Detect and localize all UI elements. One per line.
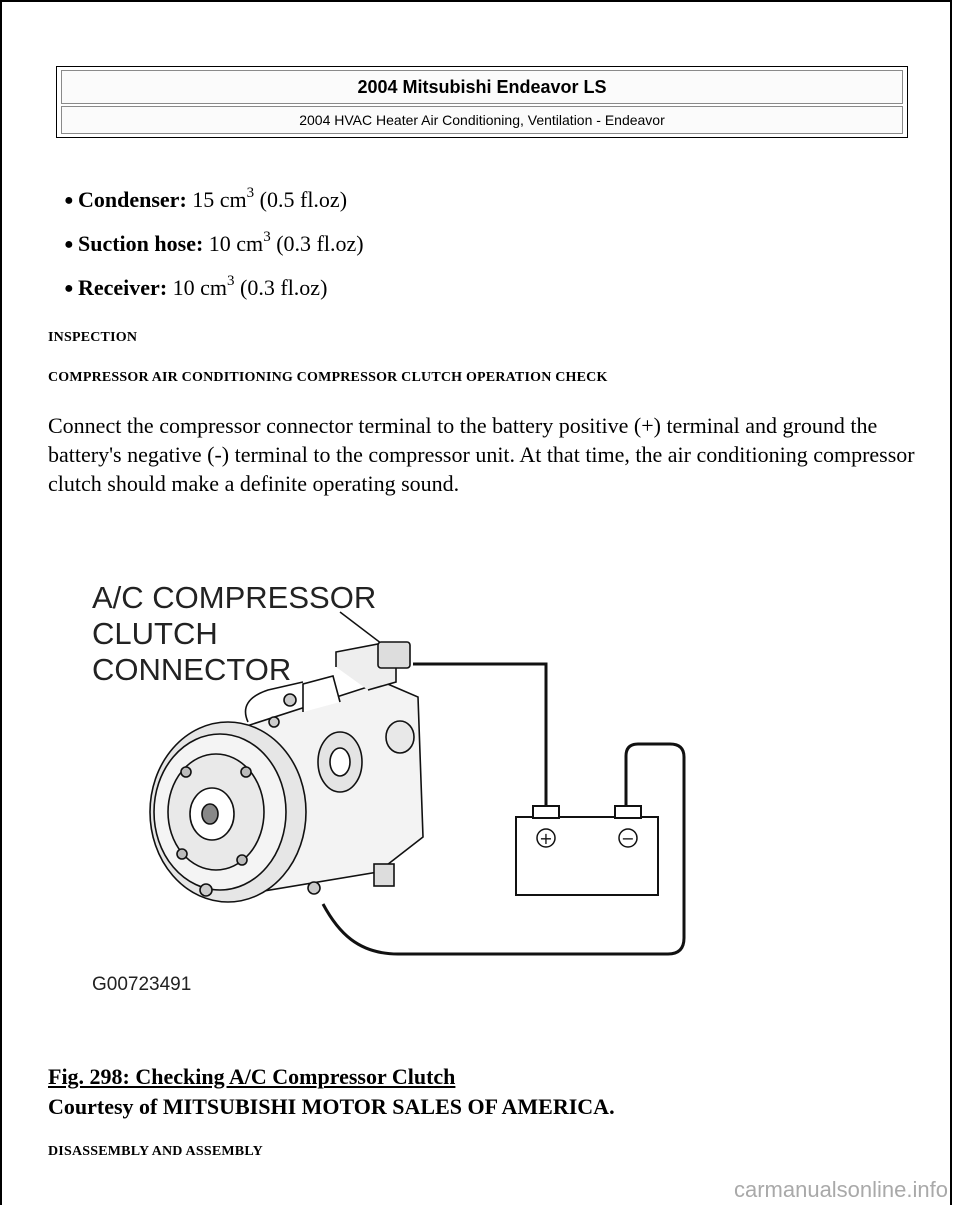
spec-exponent: 3 xyxy=(227,273,235,289)
bullet-icon: ● xyxy=(64,192,74,209)
diagram-label-line1: A/C COMPRESSOR xyxy=(92,580,377,615)
positive-wire xyxy=(413,664,546,810)
manual-subtitle: 2004 HVAC Heater Air Conditioning, Ventilation - Endeavor xyxy=(61,106,903,134)
document-header xyxy=(56,66,908,138)
bullet-icon: ● xyxy=(64,236,74,253)
disassembly-heading: DISASSEMBLY AND ASSEMBLY xyxy=(48,1144,263,1159)
oil-capacity-list xyxy=(64,178,364,310)
bullet-icon: ● xyxy=(64,280,74,297)
spec-label: Suction hose: xyxy=(78,231,204,256)
spec-value: 15 cm xyxy=(192,187,247,212)
inspection-heading: INSPECTION xyxy=(48,330,138,345)
spec-note: (0.5 fl.oz) xyxy=(254,187,348,212)
list-item xyxy=(64,266,364,310)
diagram-label-line3: CONNECTOR xyxy=(92,652,292,687)
spec-label: Condenser: xyxy=(78,187,187,212)
procedure-paragraph: Connect the compressor connector terminal to the battery positive (+) terminal and ground the battery's negative (-) terminal to the compressor unit. At that time, the air conditioning compressor clutch should make a definite operating sound. xyxy=(48,413,915,496)
spec-exponent: 3 xyxy=(263,229,271,245)
spec-note: (0.3 fl.oz) xyxy=(234,275,328,300)
compressor-clutch-diagram xyxy=(78,572,698,1002)
figure-caption-title: Fig. 298: Checking A/C Compressor Clutch xyxy=(48,1064,456,1089)
minus-terminal-symbol: − xyxy=(621,829,635,848)
figure-code: G00723491 xyxy=(92,974,192,995)
spec-value: 10 cm xyxy=(208,231,264,256)
clutch-check-heading: COMPRESSOR AIR CONDITIONING COMPRESSOR CLUTCH OPERATION CHECK xyxy=(48,370,608,385)
figure-courtesy: Courtesy of MITSUBISHI MOTOR SALES OF AMERICA. xyxy=(48,1094,615,1119)
list-item xyxy=(64,222,364,266)
list-item xyxy=(64,178,364,222)
spec-value: 10 cm xyxy=(172,275,228,300)
site-watermark: carmanualsonline.info xyxy=(733,1177,948,1202)
figure-caption xyxy=(48,1062,615,1122)
spec-note: (0.3 fl.oz) xyxy=(270,231,364,256)
diagram-label-line2: CLUTCH xyxy=(92,616,218,651)
spec-exponent: 3 xyxy=(246,185,255,201)
vehicle-title: 2004 Mitsubishi Endeavor LS xyxy=(61,70,903,104)
battery xyxy=(516,806,658,895)
plus-terminal-symbol: + xyxy=(539,829,553,848)
spec-label: Receiver: xyxy=(78,275,168,300)
